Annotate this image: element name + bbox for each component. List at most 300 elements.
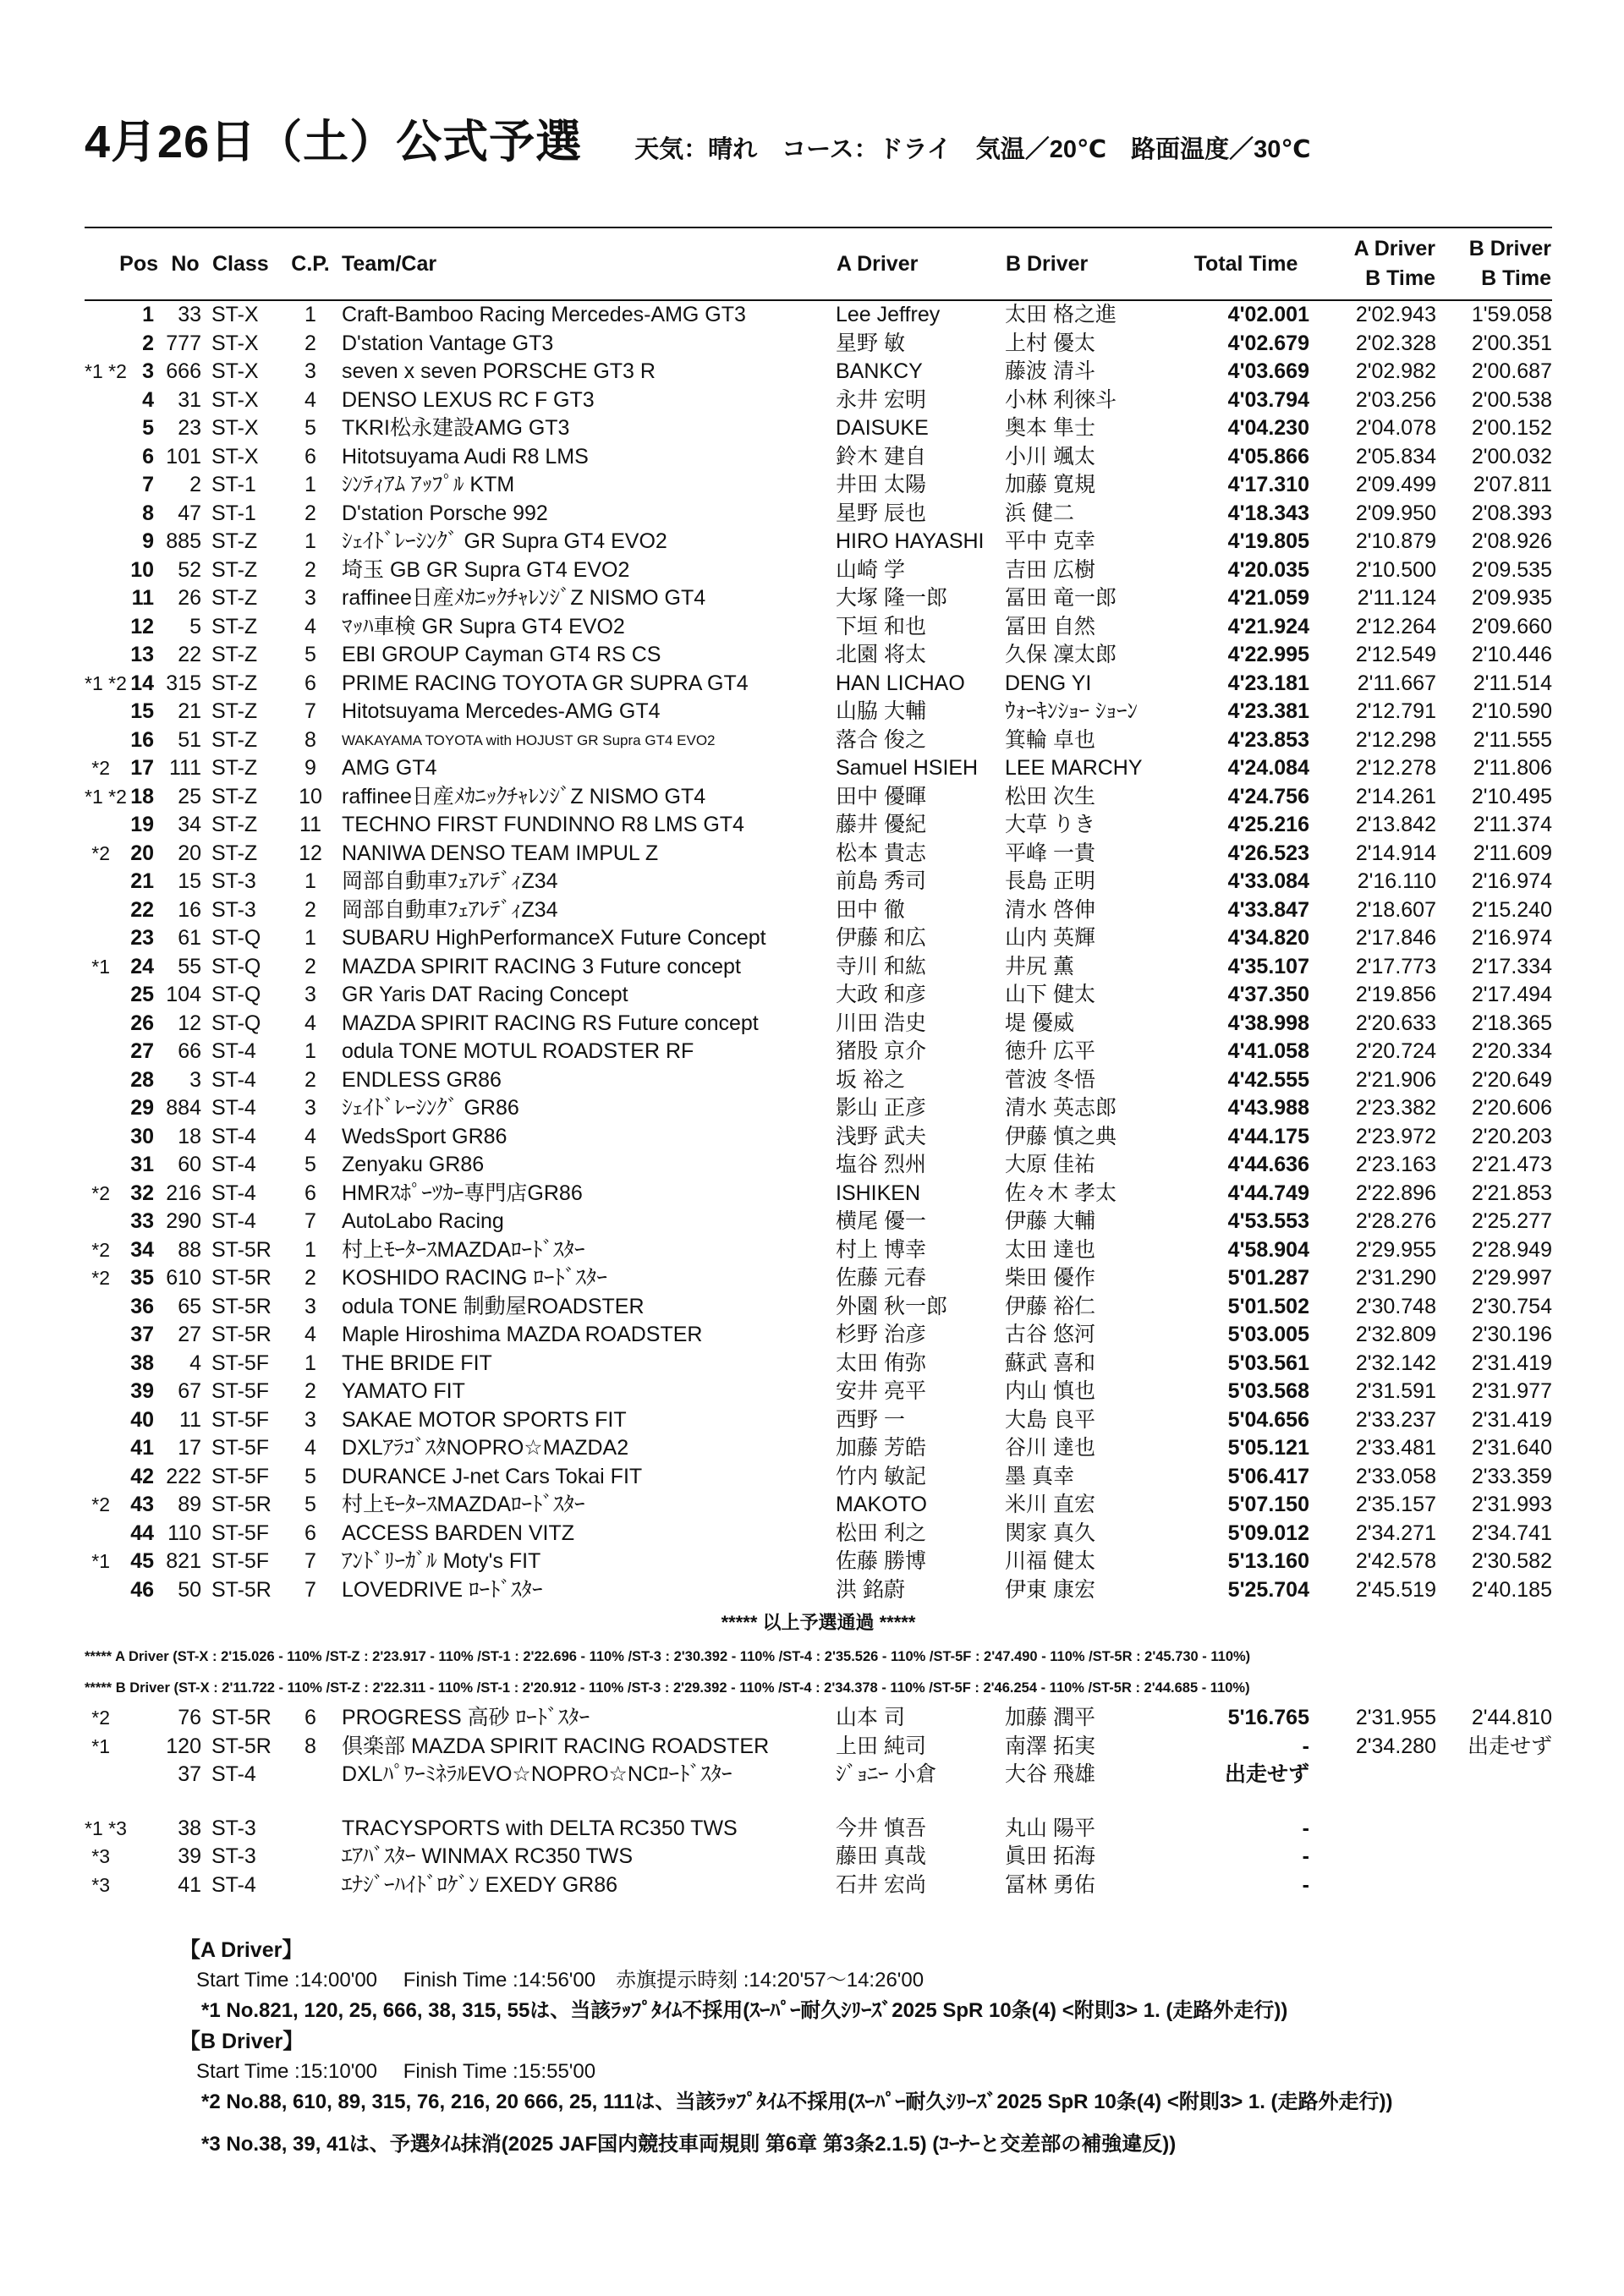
- table-row: [85, 443, 1552, 472]
- cell-total-time: 4'18.343: [1227, 501, 1309, 525]
- cell-b-driver: 佐々木 孝太: [1005, 1181, 1116, 1205]
- cell-note: *1: [91, 955, 110, 978]
- cell-no: 12: [178, 1011, 201, 1035]
- cell-pos: 43: [130, 1493, 154, 1516]
- cell-cp: 2: [304, 331, 316, 355]
- cell-b-time: 2'11.609: [1473, 841, 1552, 865]
- cell-team: 岡部自動車ﾌｪｱﾚﾃﾞｨZ34: [342, 869, 558, 893]
- page-title: 4月26日（土）公式予選: [85, 117, 583, 167]
- cell-note: [85, 584, 110, 613]
- cell-cp: 8: [304, 1734, 316, 1758]
- cell-note: [85, 1208, 110, 1236]
- cell-no: 120: [166, 1734, 201, 1758]
- cell-cp: [284, 1843, 337, 1871]
- table-row: [85, 330, 1552, 359]
- cell-no: 41: [178, 1872, 201, 1897]
- cell-a-time: 2'32.142: [1355, 1351, 1436, 1375]
- cell-a-time: 2'28.276: [1355, 1209, 1436, 1233]
- b-driver-times: Start Time :15:10'00 Finish Time :15:55'00: [196, 2060, 596, 2083]
- cell-class: ST-5R: [211, 1323, 272, 1346]
- cell-note: *2: [91, 1238, 110, 1261]
- cell-a-driver: 星野 敏: [836, 331, 905, 355]
- a-driver-rule: *1 No.821, 120, 25, 666, 38, 315, 55は、当該ﾗｯﾌﾟﾀｲﾑ不採用(ｽｰﾊﾟｰ耐久ｼﾘｰｽﾞ2025 SpR 10条(4) <附則3> 1. (走路外走行)): [201, 1999, 1288, 2022]
- table-row: [85, 811, 1552, 840]
- cell-team: D'station Vantage GT3: [342, 331, 554, 355]
- cell-b-time: 2'31.993: [1471, 1493, 1552, 1516]
- cell-b-time: 2'21.473: [1471, 1153, 1552, 1176]
- cell-pos: 2: [142, 331, 154, 355]
- cell-team: ｼｪｲﾄﾞﾚｰｼﾝｸﾞ GR Supra GT4 EVO2: [342, 529, 667, 553]
- cell-note: *2: [91, 1181, 110, 1204]
- cell-pos: 6: [142, 444, 154, 469]
- cell-b-time: 2'16.974: [1471, 926, 1552, 950]
- cell-class: ST-5R: [211, 1706, 272, 1729]
- cell-b-time: 2'09.535: [1471, 557, 1552, 582]
- cell-a-time: [1318, 1815, 1436, 1844]
- cell-note: [85, 924, 110, 953]
- cell-a-time: 2'10.500: [1355, 557, 1436, 582]
- cell-b-time: 2'00.687: [1471, 359, 1552, 383]
- cell-team: AMG GT4: [342, 756, 437, 780]
- cell-total-time: 5'01.502: [1227, 1294, 1309, 1318]
- cell-team: Hitotsuyama Audi R8 LMS: [342, 444, 589, 469]
- cell-total-time: 出走せず: [1224, 1762, 1309, 1786]
- header-a-time: A Driver B Time: [1318, 227, 1436, 300]
- cell-team: MAZDA SPIRIT RACING RS Future concept: [342, 1011, 759, 1035]
- cell-total-time: 4'24.756: [1227, 784, 1309, 808]
- cell-b-driver: 大原 佳祐: [1005, 1153, 1095, 1176]
- cell-b-time: 2'17.494: [1471, 983, 1552, 1006]
- cell-b-time: 2'16.974: [1471, 869, 1552, 893]
- cell-cp: 11: [299, 813, 321, 836]
- cell-total-time: 4'17.310: [1227, 473, 1309, 496]
- cell-pos: 8: [142, 501, 154, 525]
- cell-b-driver: 伊藤 大輔: [1005, 1209, 1095, 1233]
- cell-a-time: 2'12.549: [1355, 643, 1436, 666]
- cell-note: *1 *2: [85, 785, 127, 808]
- table-row: [85, 471, 1552, 500]
- cell-note: [85, 896, 110, 925]
- cell-a-driver: 大塚 隆一郎: [836, 586, 947, 610]
- cell-b-time: 出走せず: [1467, 1734, 1552, 1758]
- cell-team: TKRI松永建設AMG GT3: [342, 416, 570, 440]
- cell-team: AutoLabo Racing: [342, 1209, 504, 1233]
- cell-a-time: 2'02.982: [1355, 359, 1436, 383]
- cell-class: ST-5F: [211, 1436, 270, 1460]
- cell-b-driver: 加藤 潤平: [1005, 1706, 1095, 1729]
- cell-team: ｼｪｲﾄﾞﾚｰｼﾝｸﾞ GR86: [342, 1096, 519, 1120]
- cell-total-time: 5'25.704: [1227, 1577, 1309, 1602]
- table-row: [85, 1520, 1552, 1548]
- cell-b-driver: 谷川 達也: [1005, 1436, 1095, 1460]
- cell-pos: 29: [130, 1096, 154, 1120]
- cell-no: 885: [166, 529, 201, 553]
- cell-team: DXLﾊﾟﾜｰﾐﾈﾗﾙEVO☆NOPRO☆NCﾛｰﾄﾞｽﾀｰ: [342, 1762, 732, 1786]
- cell-pos: [110, 1761, 159, 1789]
- cell-cp: 5: [304, 643, 316, 666]
- cell-a-driver: 村上 博幸: [836, 1237, 926, 1262]
- table-row: [85, 1463, 1552, 1492]
- cell-no: 37: [178, 1762, 201, 1786]
- cell-class: ST-4: [211, 1181, 256, 1205]
- cell-note: *1 *3: [85, 1817, 127, 1839]
- cell-team: ｱﾝﾄﾞﾘｰｶﾞﾙ Moty's FIT: [342, 1549, 541, 1573]
- cell-cp: 4: [304, 1436, 316, 1460]
- cell-a-driver: 藤井 優紀: [836, 813, 926, 836]
- cell-total-time: 4'21.059: [1227, 586, 1309, 610]
- cell-note: *3: [91, 1873, 110, 1896]
- cell-class: ST-4: [211, 1153, 256, 1176]
- cell-class: ST-X: [211, 359, 259, 383]
- cell-note: *2: [91, 1707, 110, 1729]
- cell-total-time: 4'24.084: [1227, 756, 1309, 780]
- table-row: [85, 896, 1552, 925]
- cell-b-driver: 蘇武 喜和: [1005, 1351, 1095, 1375]
- cell-cp: 7: [304, 1549, 316, 1573]
- cell-a-driver: 佐藤 勝博: [836, 1549, 926, 1573]
- cell-team: raffinee日産ﾒｶﾆｯｸﾁｬﾚﾝｼﾞZ NISMO GT4: [342, 586, 706, 610]
- cell-cp: 5: [304, 1464, 316, 1488]
- cell-no: 104: [166, 983, 201, 1006]
- cell-a-driver: 洪 銘蔚: [836, 1577, 905, 1602]
- table-row: [85, 981, 1552, 1010]
- cell-a-time: 2'42.578: [1355, 1549, 1436, 1573]
- cell-note: [85, 1378, 110, 1406]
- cell-pos: 26: [130, 1011, 154, 1035]
- cell-no: 4: [189, 1351, 201, 1375]
- cell-a-driver: 松田 利之: [836, 1521, 926, 1545]
- table-row: [85, 670, 1552, 699]
- cell-a-driver: 田中 徹: [836, 897, 905, 922]
- cell-b-time: 2'17.334: [1471, 954, 1552, 978]
- cell-a-time: 2'35.157: [1355, 1493, 1436, 1516]
- cell-b-time: 2'30.196: [1471, 1323, 1552, 1346]
- cell-a-time: 2'04.078: [1355, 416, 1436, 440]
- cell-total-time: 5'03.561: [1227, 1351, 1309, 1375]
- cell-b-time: 2'31.419: [1471, 1351, 1552, 1375]
- cell-a-time: 2'12.791: [1355, 699, 1436, 723]
- cell-total-time: 4'04.230: [1227, 416, 1309, 440]
- cell-team: PROGRESS 高砂 ﾛｰﾄﾞｽﾀｰ: [342, 1706, 590, 1729]
- cell-b-time: 2'18.365: [1471, 1011, 1552, 1035]
- cell-pos: 17: [130, 756, 154, 780]
- cell-note: [85, 330, 110, 359]
- cell-no: 15: [178, 869, 201, 893]
- cell-b-time: 2'30.582: [1471, 1549, 1552, 1573]
- cell-a-driver: 大政 和彦: [836, 983, 926, 1006]
- cell-class: ST-X: [211, 416, 259, 440]
- cell-no: 52: [178, 557, 201, 582]
- cell-no: 38: [178, 1816, 201, 1840]
- cell-pos: 1: [142, 303, 154, 326]
- cell-a-driver: 杉野 治彦: [836, 1323, 926, 1346]
- cell-note: [85, 698, 110, 726]
- table-row: [85, 868, 1552, 896]
- table-row: [85, 1208, 1552, 1236]
- cell-note: [85, 1520, 110, 1548]
- cell-pos: 36: [130, 1294, 154, 1318]
- cell-a-driver: HAN LICHAO: [836, 671, 965, 695]
- cell-cp: 7: [304, 699, 316, 723]
- cell-b-time: [1436, 1815, 1552, 1844]
- cell-total-time: 4'22.995: [1227, 643, 1309, 666]
- cell-team: 倶楽部 MAZDA SPIRIT RACING ROADSTER: [342, 1734, 770, 1758]
- cell-a-time: 2'03.256: [1355, 387, 1436, 412]
- cell-a-driver: 川田 浩史: [836, 1011, 926, 1035]
- cell-cp: 4: [304, 387, 316, 412]
- cell-cp: 1: [304, 303, 316, 326]
- cell-note: *1: [91, 1734, 110, 1757]
- cell-a-time: [1318, 1843, 1436, 1871]
- cell-pos: 11: [131, 586, 154, 610]
- cell-no: 3: [189, 1067, 201, 1092]
- cell-total-time: 4'23.853: [1227, 727, 1309, 752]
- cell-class: ST-4: [211, 1067, 256, 1092]
- cell-a-time: 2'17.846: [1355, 926, 1436, 950]
- cell-team: Hitotsuyama Mercedes-AMG GT4: [342, 699, 661, 723]
- cell-cp: [284, 1871, 337, 1900]
- cell-pos: 7: [142, 473, 154, 496]
- cell-no: 315: [166, 671, 201, 695]
- cell-b-driver: 山内 英輝: [1005, 926, 1095, 950]
- cell-cp: 3: [304, 983, 316, 1006]
- title-row: [85, 106, 1311, 171]
- b-driver-rule: *2 No.88, 610, 89, 315, 76, 216, 20 666, 25, 111は、当該ﾗｯﾌﾟﾀｲﾑ不採用(ｽｰﾊﾟｰ耐久ｼﾘｰｽﾞ2025 SpR 10条(4) <附則3> 1. (走路外走行)): [201, 2091, 1393, 2113]
- cell-cp: 5: [304, 1153, 316, 1176]
- table-row: [85, 1576, 1552, 1605]
- cell-total-time: -: [1302, 1734, 1309, 1758]
- cell-a-driver: 坂 裕之: [836, 1067, 905, 1092]
- cell-b-driver: 奥本 隼士: [1005, 416, 1095, 440]
- cell-class: ST-5R: [211, 1294, 272, 1318]
- cell-a-time: 2'33.481: [1355, 1436, 1436, 1460]
- cell-b-time: 2'09.660: [1471, 614, 1552, 638]
- cell-pos: 46: [130, 1577, 154, 1602]
- cell-cp: [284, 1815, 337, 1844]
- cell-class: ST-1: [211, 473, 256, 496]
- cell-class: ST-3: [211, 869, 256, 893]
- cell-team: LOVEDRIVE ﾛｰﾄﾞｽﾀｰ: [342, 1577, 543, 1602]
- cell-no: 47: [178, 501, 201, 525]
- cell-note: [85, 443, 110, 472]
- cell-team: seven x seven PORSCHE GT3 R: [342, 359, 656, 383]
- header-cp: C.P.: [284, 227, 337, 300]
- cell-a-driver: 田中 優暉: [836, 784, 926, 808]
- cell-a-time: 2'31.591: [1355, 1379, 1436, 1403]
- cell-a-driver: MAKOTO: [836, 1493, 927, 1516]
- pass-line: ***** 以上予選通過 *****: [721, 1612, 916, 1634]
- cell-a-time: 2'10.879: [1355, 529, 1436, 553]
- cell-total-time: 4'42.555: [1227, 1067, 1309, 1092]
- cell-total-time: 5'04.656: [1227, 1407, 1309, 1432]
- cell-team: ｴｱﾊﾞｽﾀｰ WINMAX RC350 TWS: [342, 1844, 634, 1868]
- cell-note: [85, 500, 110, 529]
- header-no: No: [159, 227, 211, 300]
- cell-class: ST-Z: [211, 727, 258, 752]
- cell-b-time: 2'31.419: [1471, 1407, 1552, 1432]
- cell-no: 61: [178, 926, 201, 950]
- cell-total-time: 4'23.181: [1227, 671, 1309, 695]
- cell-a-driver: BANKCY: [836, 359, 923, 383]
- cell-cp: 6: [304, 1521, 316, 1545]
- cell-cp: 1: [304, 473, 316, 496]
- spacer: [85, 1789, 1552, 1815]
- cell-a-time: 2'09.499: [1355, 473, 1436, 496]
- cell-b-driver: 南澤 拓実: [1005, 1734, 1095, 1758]
- cell-pos: 13: [130, 643, 154, 666]
- cell-a-driver: 前島 秀司: [836, 869, 926, 893]
- table-row: [85, 1761, 1552, 1789]
- cell-class: ST-Z: [211, 557, 258, 582]
- cell-a-time: 2'31.290: [1355, 1266, 1436, 1290]
- cell-note: [85, 386, 110, 415]
- cell-note: [85, 414, 110, 443]
- cell-pos: 34: [130, 1237, 154, 1262]
- table-row: [85, 1704, 1552, 1733]
- cell-no: 51: [178, 727, 201, 752]
- cell-note: [85, 613, 110, 642]
- cell-team: ACCESS BARDEN VITZ: [342, 1521, 575, 1545]
- cell-total-time: 4'58.904: [1227, 1237, 1309, 1262]
- cell-b-time: [1436, 1761, 1552, 1789]
- cell-pos: 25: [130, 983, 154, 1006]
- cell-a-time: 2'21.906: [1355, 1067, 1436, 1092]
- cell-cp: 6: [304, 444, 316, 469]
- cell-no: 290: [166, 1209, 201, 1233]
- cell-pos: 3: [142, 359, 154, 383]
- b-driver-header: 【B Driver】: [179, 2030, 304, 2053]
- cell-b-time: 2'11.806: [1473, 756, 1552, 780]
- cell-total-time: 5'03.568: [1227, 1379, 1309, 1403]
- cell-pos: 19: [130, 813, 154, 836]
- cell-total-time: 4'44.175: [1227, 1124, 1309, 1148]
- cell-total-time: 4'33.847: [1227, 897, 1309, 922]
- cell-no: 39: [178, 1844, 201, 1868]
- cell-a-time: 2'02.943: [1355, 303, 1436, 326]
- cell-cp: 6: [304, 1706, 316, 1729]
- cell-class: ST-Q: [211, 1011, 261, 1035]
- header-team: Team/Car: [337, 227, 836, 300]
- cell-class: ST-Q: [211, 983, 261, 1006]
- table-row: [85, 1264, 1552, 1293]
- cell-a-driver: 松本 貴志: [836, 841, 926, 865]
- cell-class: ST-4: [211, 1039, 256, 1063]
- cell-no: 60: [178, 1153, 201, 1176]
- cell-cp: 10: [299, 784, 322, 808]
- cell-a-driver: 伊藤 和広: [836, 926, 926, 950]
- table-row: [85, 1434, 1552, 1463]
- table-row: [85, 300, 1552, 330]
- cell-a-time: 2'14.914: [1355, 841, 1436, 865]
- cell-note: [85, 528, 110, 556]
- a-driver-header: 【A Driver】: [179, 1938, 304, 1962]
- cell-class: ST-5R: [211, 1493, 272, 1516]
- header-pos: Pos: [110, 227, 159, 300]
- cell-cp: 1: [304, 926, 316, 950]
- cell-team: YAMATO FIT: [342, 1379, 465, 1403]
- header-b-driver: B Driver: [1005, 227, 1174, 300]
- cell-total-time: 4'37.350: [1227, 983, 1309, 1006]
- cell-a-time: 2'23.972: [1355, 1124, 1436, 1148]
- cell-b-time: 2'29.997: [1471, 1266, 1552, 1290]
- cell-pos: 27: [130, 1039, 154, 1063]
- table-row: [85, 698, 1552, 726]
- cell-note: *2: [91, 1267, 110, 1289]
- cell-team: odula TONE 制動屋ROADSTER: [342, 1294, 645, 1318]
- cell-class: ST-4: [211, 1124, 256, 1148]
- cell-team: ENDLESS GR86: [342, 1067, 502, 1092]
- cell-b-driver: 長島 正明: [1005, 869, 1095, 893]
- cell-b-driver: 清水 英志郎: [1005, 1096, 1116, 1120]
- cell-no: 216: [166, 1181, 201, 1205]
- cell-team: ｴﾅｼﾞｰﾊｲﾄﾞﾛｹﾞﾝ EXEDY GR86: [342, 1872, 618, 1897]
- cell-pos: [110, 1704, 159, 1733]
- cell-no: 33: [178, 303, 201, 326]
- cell-pos: 31: [130, 1153, 154, 1176]
- cell-pos: 20: [130, 841, 154, 865]
- cell-no: 50: [178, 1577, 201, 1602]
- cell-a-time: 2'45.519: [1355, 1577, 1436, 1602]
- cell-a-driver: 西野 一: [836, 1407, 905, 1432]
- cell-cp: 9: [304, 756, 316, 780]
- cell-class: ST-4: [211, 1096, 256, 1120]
- cell-a-driver: 外園 秋一郎: [836, 1294, 947, 1318]
- cell-class: ST-5F: [211, 1464, 270, 1488]
- cell-pos: 22: [130, 897, 154, 922]
- cell-no: 27: [178, 1323, 201, 1346]
- cell-a-driver: 藤田 真哉: [836, 1844, 926, 1868]
- cell-total-time: 4'20.035: [1227, 557, 1309, 582]
- cell-b-driver: 浜 健二: [1005, 501, 1074, 525]
- cell-cp: 5: [304, 1493, 316, 1516]
- cell-class: ST-3: [211, 1816, 256, 1840]
- cell-pos: 28: [130, 1067, 154, 1092]
- cell-a-driver: 安井 亮平: [836, 1379, 926, 1403]
- cell-pos: 12: [130, 614, 154, 638]
- cell-a-driver: Lee Jeffrey: [836, 303, 941, 326]
- cell-cp: 5: [304, 416, 316, 440]
- cell-class: ST-Z: [211, 756, 258, 780]
- cell-team: HMRｽﾎﾟｰﾂｶｰ専門店GR86: [342, 1181, 583, 1205]
- cell-pos: 39: [130, 1379, 154, 1403]
- cell-class: ST-Z: [211, 813, 258, 836]
- cell-pos: 44: [130, 1521, 154, 1545]
- cell-b-driver: 平中 克幸: [1005, 529, 1095, 553]
- cell-class: ST-5R: [211, 1734, 272, 1758]
- cell-team: WAKAYAMA TOYOTA with HOJUST GR Supra GT4 EVO2: [342, 732, 716, 748]
- cell-pos: 42: [130, 1464, 154, 1488]
- cell-b-driver: 伊藤 裕仁: [1005, 1294, 1095, 1318]
- cell-b-time: 2'28.949: [1471, 1237, 1552, 1262]
- non-qualified-body: [85, 1704, 1552, 1789]
- cell-team: Craft-Bamboo Racing Mercedes-AMG GT3: [342, 303, 746, 326]
- cell-note: *1: [91, 1550, 110, 1572]
- cell-note: [85, 1123, 110, 1152]
- cell-team: 埼玉 GB GR Supra GT4 EVO2: [342, 557, 630, 582]
- cell-total-time: 4'25.216: [1227, 813, 1309, 836]
- cell-total-time: 4'02.679: [1227, 331, 1309, 355]
- cell-b-driver: 大谷 飛雄: [1005, 1762, 1095, 1786]
- table-row: [85, 726, 1552, 755]
- cell-a-driver: HIRO HAYASHI: [836, 529, 985, 553]
- cell-b-driver: 冨田 自然: [1005, 614, 1095, 638]
- cell-team: odula TONE MOTUL ROADSTER RF: [342, 1039, 694, 1063]
- cell-team: ｼﾝﾃｨｱﾑ ｱｯﾌﾟﾙ KTM: [342, 473, 515, 496]
- cell-note: [85, 556, 110, 585]
- cell-total-time: -: [1302, 1844, 1309, 1868]
- cell-b-driver: 山下 健太: [1005, 983, 1095, 1006]
- cell-b-driver: 丸山 陽平: [1005, 1816, 1095, 1840]
